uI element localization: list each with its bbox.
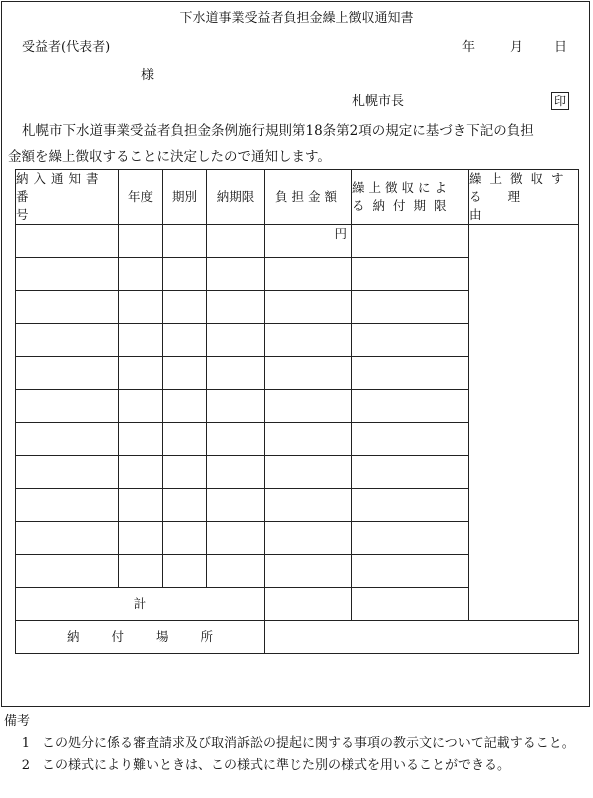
date-year: 年 (462, 40, 476, 55)
cell[interactable] (163, 522, 207, 555)
cell[interactable] (207, 489, 265, 522)
cell[interactable] (16, 390, 119, 423)
cell[interactable] (265, 258, 352, 291)
header-accelerated-deadline-line2: る納付期限 (352, 198, 455, 213)
cell[interactable] (352, 522, 469, 555)
charge-table (15, 169, 579, 654)
header-accelerated-deadline (352, 170, 469, 225)
cell[interactable] (207, 357, 265, 390)
cell[interactable] (119, 555, 163, 588)
cell[interactable] (352, 456, 469, 489)
cell[interactable] (265, 390, 352, 423)
cell[interactable] (163, 324, 207, 357)
cell[interactable] (16, 489, 119, 522)
cell[interactable] (352, 258, 469, 291)
cell[interactable] (352, 390, 469, 423)
note-text: この処分に係る審査請求及び取消訴訟の提起に関する事項の教示文について記載すること。 (42, 736, 575, 751)
cell[interactable] (163, 291, 207, 324)
header-notice-number (16, 170, 119, 225)
cell[interactable] (119, 522, 163, 555)
cell[interactable] (163, 489, 207, 522)
cell[interactable] (207, 291, 265, 324)
cell[interactable] (119, 423, 163, 456)
header-notice-number-line1: 納入通知書 (16, 171, 104, 186)
cell[interactable] (16, 522, 119, 555)
cell[interactable] (119, 357, 163, 390)
cell-amount[interactable] (265, 225, 352, 258)
cell[interactable] (119, 291, 163, 324)
seal-mark: 印 (551, 92, 569, 110)
cell-due-date[interactable] (207, 225, 265, 258)
cell[interactable] (163, 456, 207, 489)
date-month: 月 (510, 40, 524, 55)
cell[interactable] (16, 258, 119, 291)
date-day: 日 (554, 40, 568, 55)
note-number: 1 (21, 736, 30, 751)
note-number: 2 (21, 758, 30, 773)
yen-unit: 円 (334, 226, 347, 241)
cell[interactable] (16, 423, 119, 456)
cell[interactable] (352, 357, 469, 390)
body-line-1: 札幌市下水道事業受益者負担金条例施行規則第18条第2項の規定に基づき下記の負担 (22, 123, 534, 139)
cell[interactable] (207, 423, 265, 456)
cell[interactable] (163, 555, 207, 588)
table-row (16, 225, 579, 258)
cell[interactable] (163, 357, 207, 390)
header-reason-line1: 繰上徴収す (469, 171, 572, 186)
table-header-row (16, 170, 579, 225)
cell-reason[interactable] (469, 225, 579, 621)
cell[interactable] (207, 456, 265, 489)
cell[interactable] (352, 489, 469, 522)
payment-place-row (16, 621, 579, 654)
cell[interactable] (163, 423, 207, 456)
cell-period[interactable] (163, 225, 207, 258)
cell[interactable] (119, 489, 163, 522)
note-item (4, 733, 593, 755)
cell[interactable] (16, 291, 119, 324)
cell-accelerated-deadline[interactable] (352, 225, 469, 258)
notes-heading: 備考 (4, 714, 31, 729)
header-period: 期別 (163, 170, 207, 225)
cell[interactable] (163, 258, 207, 291)
payment-place-label: 納付場所 (16, 621, 265, 654)
cell[interactable] (16, 456, 119, 489)
recipient-label: 受益者(代表者) (22, 40, 111, 55)
cell[interactable] (265, 489, 352, 522)
total-deadline-cell[interactable] (352, 588, 469, 621)
total-label: 計 (16, 588, 265, 621)
cell[interactable] (16, 555, 119, 588)
cell[interactable] (207, 324, 265, 357)
header-reason (469, 170, 579, 225)
cell[interactable] (352, 423, 469, 456)
cell[interactable] (16, 324, 119, 357)
note-item (4, 755, 593, 777)
header-notice-number-line2: 番号 (16, 189, 81, 222)
total-amount-cell[interactable] (265, 588, 352, 621)
payment-place-cell[interactable] (265, 621, 579, 654)
issuer: 札幌市長 (352, 94, 405, 109)
cell[interactable] (119, 324, 163, 357)
cell[interactable] (265, 423, 352, 456)
cell[interactable] (16, 357, 119, 390)
cell[interactable] (265, 522, 352, 555)
cell[interactable] (119, 258, 163, 291)
cell[interactable] (265, 456, 352, 489)
cell[interactable] (265, 555, 352, 588)
cell[interactable] (119, 456, 163, 489)
honorific: 様 (141, 68, 155, 83)
header-accelerated-deadline-line1: 繰上徴収によ (352, 180, 452, 195)
note-text: この様式により難いときは、この様式に準じた別の様式を用いることができる。 (42, 758, 511, 773)
cell[interactable] (207, 555, 265, 588)
notes-section (4, 711, 593, 777)
form-title: 下水道事業受益者負担金繰上徴収通知書 (179, 11, 414, 26)
cell[interactable] (352, 291, 469, 324)
cell-fiscal-year[interactable] (119, 225, 163, 258)
notice-body (8, 118, 586, 170)
header-fiscal-year: 年度 (119, 170, 163, 225)
cell[interactable] (265, 324, 352, 357)
cell[interactable] (207, 390, 265, 423)
cell[interactable] (207, 522, 265, 555)
cell[interactable] (163, 390, 207, 423)
header-reason-line2: る理由 (469, 189, 547, 222)
cell-notice-number[interactable] (16, 225, 119, 258)
cell[interactable] (207, 258, 265, 291)
body-line-2: 金額を繰上徴収することに決定したので通知します。 (8, 149, 331, 165)
header-due-date: 納期限 (207, 170, 265, 225)
cell[interactable] (352, 555, 469, 588)
cell[interactable] (352, 324, 469, 357)
cell[interactable] (119, 390, 163, 423)
cell[interactable] (265, 357, 352, 390)
cell[interactable] (265, 291, 352, 324)
header-amount: 負担金額 (265, 170, 352, 225)
